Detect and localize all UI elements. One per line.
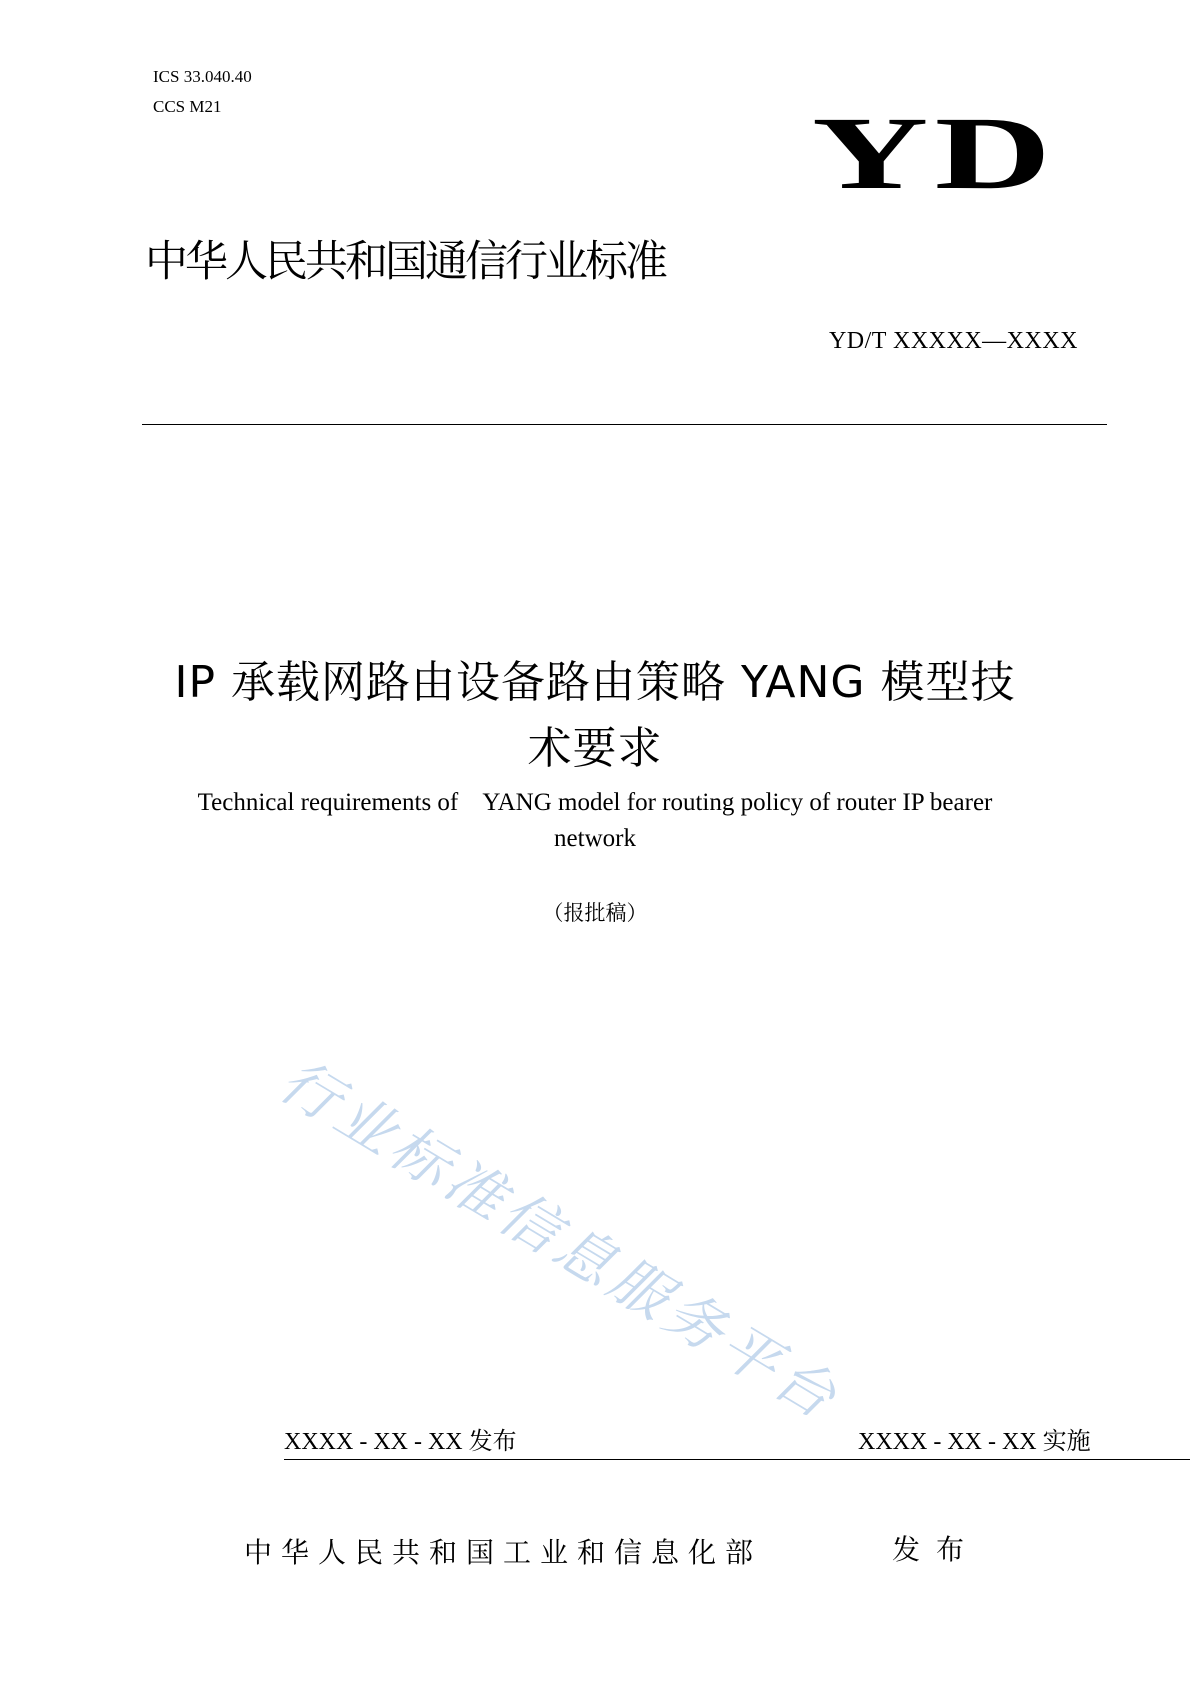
ics-code: ICS 33.040.40 [153,67,252,86]
draft-status: （报批稿） [542,901,648,925]
standard-category-title: 中华人民共和国通信行业标准 [145,237,665,287]
document-title-zh [120,650,1070,782]
header-divider [142,424,1107,425]
issuing-ministry: 中华人民共和国工业和信息化部 [244,1536,763,1569]
document-title-zh-line2: 术要求 [527,723,663,774]
standard-number: YD/T XXXXX—XXXX [828,328,1078,354]
implement-date: XXXX - XX - XX 实施 [858,1429,1091,1455]
yd-logo: YD [812,96,1058,211]
document-title-en-line1: Technical requirements of YANG model for routing policy of router IP bearer [197,789,993,816]
classification-codes [153,62,252,122]
document-title-en-line2: network [554,825,636,852]
issuing-action: 发布 [892,1533,981,1566]
document-title-zh-line1: IP 承载网路由设备路由策略 YANG 模型技 [174,657,1016,708]
publish-date: XXXX - XX - XX 发布 [284,1429,517,1455]
document-title-en [120,785,1070,857]
watermark: 行业标准信息服务平台 [268,1046,852,1435]
date-divider [284,1459,1190,1460]
ccs-code: CCS M21 [153,97,222,116]
